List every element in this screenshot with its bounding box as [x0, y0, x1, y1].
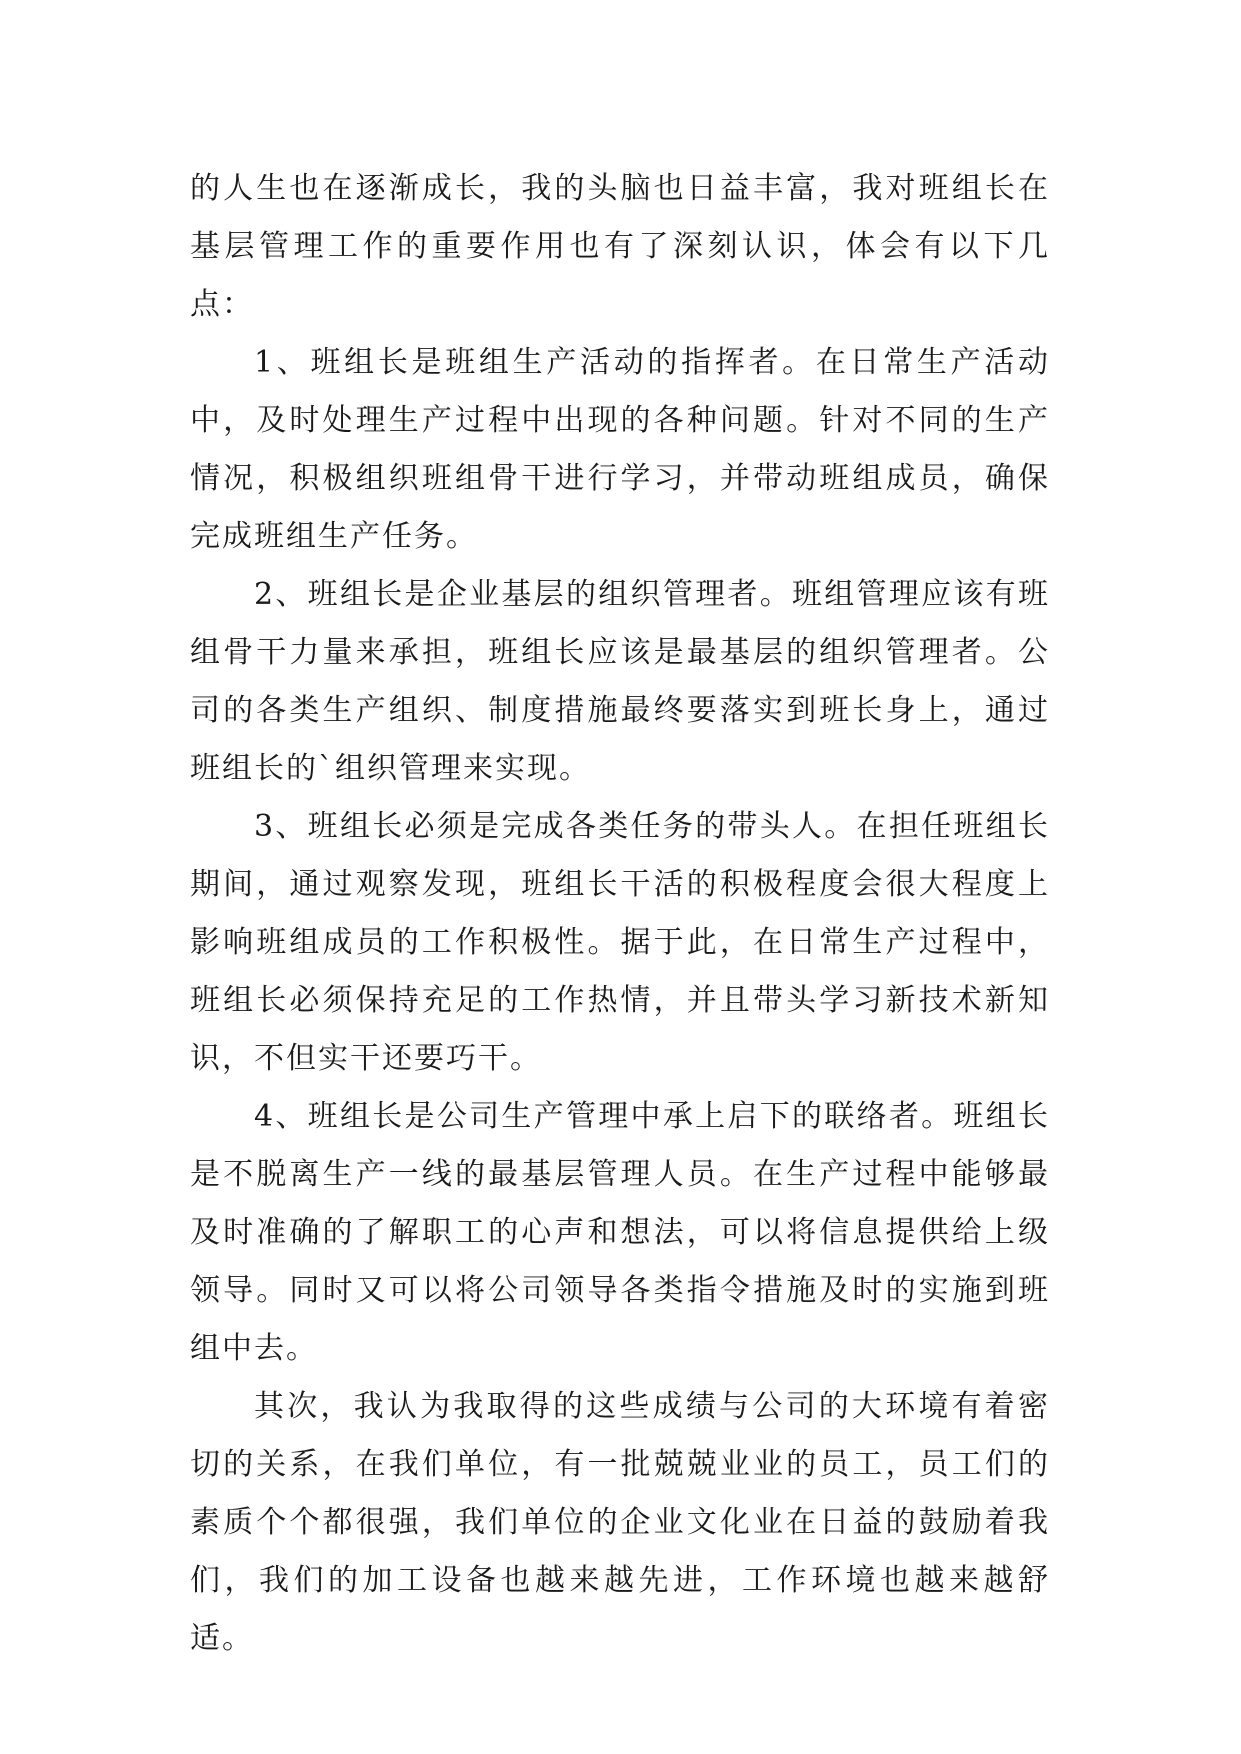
- paragraph-point-2: 2、班组长是企业基层的组织管理者。班组管理应该有班组骨干力量来承担，班组长应该是最基层的组织管理者。公司的各类生产组织、制度措施最终要落实到班长身上，通过班组长的`组织管理来实现。: [190, 577, 1050, 786]
- paragraph-intro: 的人生也在逐渐成长，我的头脑也日益丰富，我对班组长在基层管理工作的重要作用也有了深刻认识，体会有以下几点：: [190, 171, 1050, 322]
- paragraph-point-1: 1、班组长是班组生产活动的指挥者。在日常生产活动中，及时处理生产过程中出现的各种问题。针对不同的生产情况，积极组织班组骨干进行学习，并带动班组成员，确保完成班组生产任务。: [190, 345, 1050, 554]
- paragraph-point-3: 3、班组长必须是完成各类任务的带头人。在担任班组长期间，通过观察发现，班组长干活的积极程度会很大程度上影响班组成员的工作积极性。据于此，在日常生产过程中，班组长必须保持充足的工作热情，并且带头学习新技术新知识，不但实干还要巧干。: [190, 809, 1050, 1076]
- paragraph-point-4: 4、班组长是公司生产管理中承上启下的联络者。班组长是不脱离生产一线的最基层管理人员。在生产过程中能够最及时准确的了解职工的心声和想法，可以将信息提供给上级领导。同时又可以将公司领导各类指令措施及时的实施到班组中去。: [190, 1099, 1050, 1366]
- paragraph-conclusion: 其次，我认为我取得的这些成绩与公司的大环境有着密切的关系，在我们单位，有一批兢兢业业的员工，员工们的素质个个都很强，我们单位的企业文化业在日益的鼓励着我们，我们的加工设备也越来越先进，工作环境也越来越舒适。: [190, 1389, 1050, 1656]
- document-body: [190, 160, 1050, 1668]
